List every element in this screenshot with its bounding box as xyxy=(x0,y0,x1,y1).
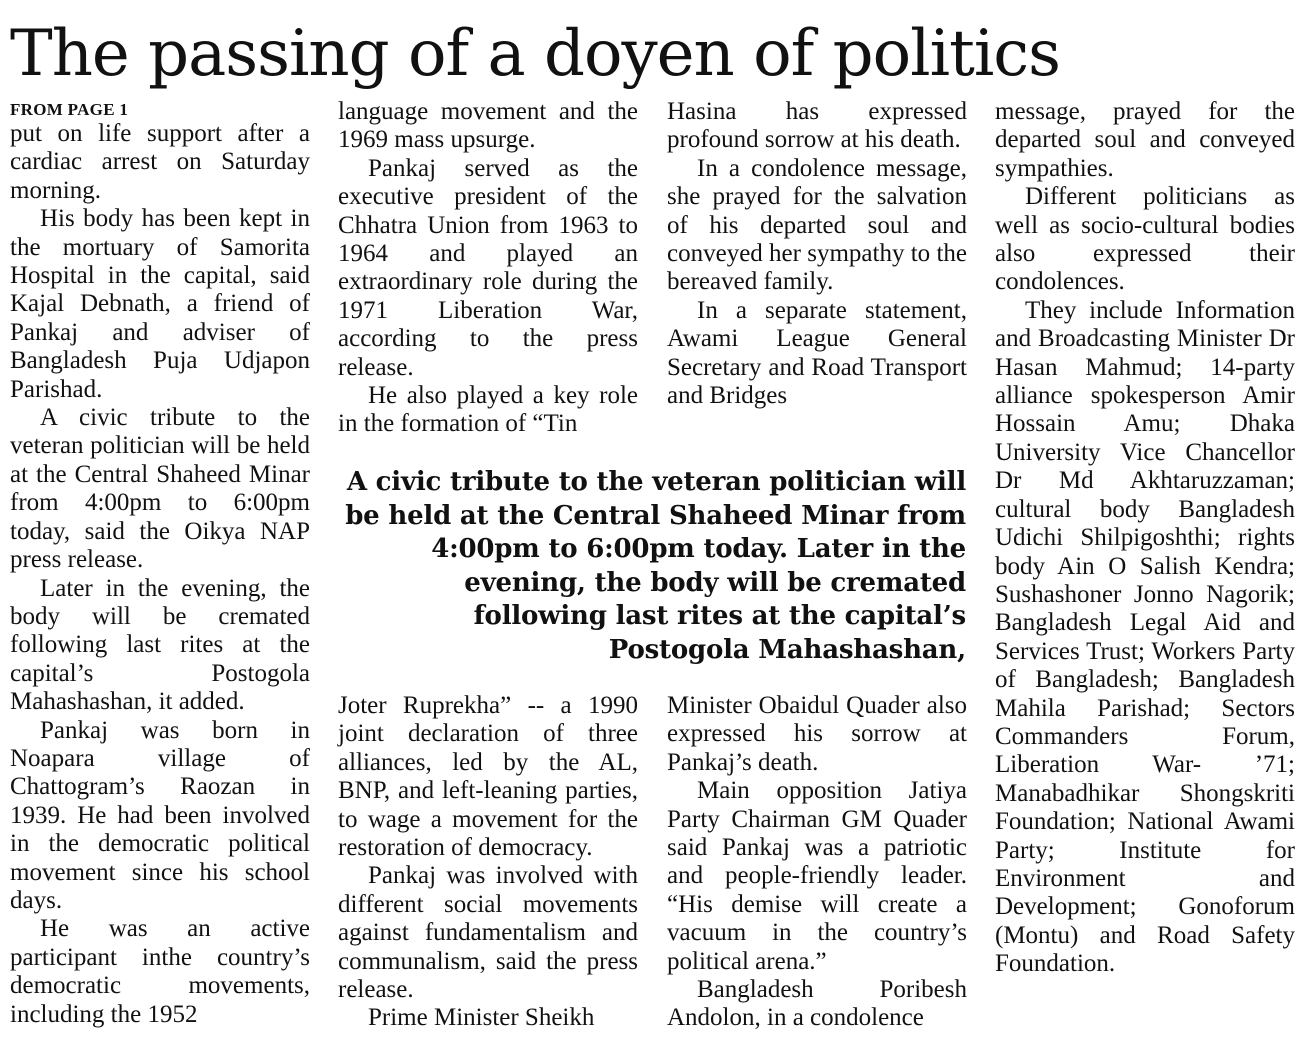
paragraph: Pankaj was born in Noapara village of Chattogram’s Raozan in 1939. He had been involved in the democratic political movement since his school days. xyxy=(10,716,310,914)
paragraph: A civic tribute to the veteran politician will be held at the Central Shaheed Minar from 4:00pm to 6:00pm today, said the Oikya NAP press release. xyxy=(10,404,310,574)
column-2-top xyxy=(338,98,638,439)
paragraph: put on life support after a cardiac arrest on Saturday morning. xyxy=(10,120,310,204)
paragraph: Joter Ruprekha” -- a 1990 joint declaration of three alliances, led by the AL, BNP, and left-leaning parties, to wage a movement for the restoration of democracy. xyxy=(338,692,638,862)
paragraph: In a separate statement, Awami League General Secretary and Road Transport and Bridges xyxy=(667,296,967,410)
paragraph: He was an active participant inthe country’s democratic movements, including the 1952 xyxy=(10,915,310,1028)
paragraph: Hasina has expressed profound sorrow at his death. xyxy=(667,98,967,154)
column-1 xyxy=(10,100,310,1029)
paragraph: Minister Obaidul Quader also expressed his sorrow at Pankaj’s death. xyxy=(667,692,967,776)
paragraph: His body has been kept in the mortuary of Samorita Hospital in the capital, said Kajal Debnath, a friend of Pankaj and adviser of Bangladesh Puja Udjapon Parishad. xyxy=(10,205,310,403)
jump-label: FROM PAGE 1 xyxy=(10,100,129,119)
paragraph: Bangladesh Poribesh Andolon, in a condolence xyxy=(667,976,967,1032)
column-3-top xyxy=(667,98,967,410)
paragraph: Later in the evening, the body will be cremated following last rites at the capital’s Postogola Mahashashan, it added. xyxy=(10,574,310,716)
paragraph: Prime Minister Sheikh xyxy=(368,1004,595,1032)
paragraph: They include Information and Broadcasting Minister Dr Hasan Mahmud; 14-party alliance spokesperson Amir Hossain Amu; Dhaka University Vice Chancellor Dr Md Akhtaruzzaman; cultural body Bangladesh Udichi Shilpigoshthi; rights body Ain O Salish Kendra; Sushashoner Jonno Nagorik; Bangladesh Legal Aid and Services Trust; Workers Party of Bangladesh; Bangladesh Mahila Parishad; Sectors Commanders Forum, Liberation War- ’71; Manabadhikar Shongskriti Foundation; National Awami Party; Institute for Environment and Development; Gonoforum (Montu) and Road Safety Foundation. xyxy=(995,296,1295,978)
paragraph: message, prayed for the departed soul and conveyed sympathies. xyxy=(995,98,1295,182)
paragraph: Different politicians as well as socio-cultural bodies also expressed their condolences. xyxy=(995,183,1295,296)
paragraph: Pankaj was involved with different social movements against fundamentalism and communalism, said the press release. xyxy=(338,862,638,1004)
pull-quote: A civic tribute to the veteran politician will be held at the Central Shaheed Minar from 4:00pm to 6:00pm today. Later in the evening, the body will be cremated following last rites at the capital’s Postogola Mahashashan, xyxy=(345,467,966,665)
paragraph: Pankaj served as the executive president of the Chhatra Union from 1963 to 1964 and played an extraordinary role during the 1971 Liberation War, according to the press release. xyxy=(338,154,638,381)
headline: The passing of a doyen of politics xyxy=(10,17,1060,91)
column-2-bottom xyxy=(338,692,638,1033)
paragraph: In a condolence message, she prayed for the salvation of his departed soul and conveyed her sympathy to the bereaved family. xyxy=(667,154,967,296)
column-4 xyxy=(995,98,1295,979)
column-3-bottom xyxy=(667,692,967,1033)
paragraph: Main opposition Jatiya Party Chairman GM Quader said Pankaj was a patriotic and people-friendly leader. “His demise will create a vacuum in the country’s political arena.” xyxy=(667,777,967,975)
paragraph: He also played a key role in the formation of “Tin xyxy=(338,382,638,438)
paragraph: language movement and the 1969 mass upsurge. xyxy=(338,98,638,154)
